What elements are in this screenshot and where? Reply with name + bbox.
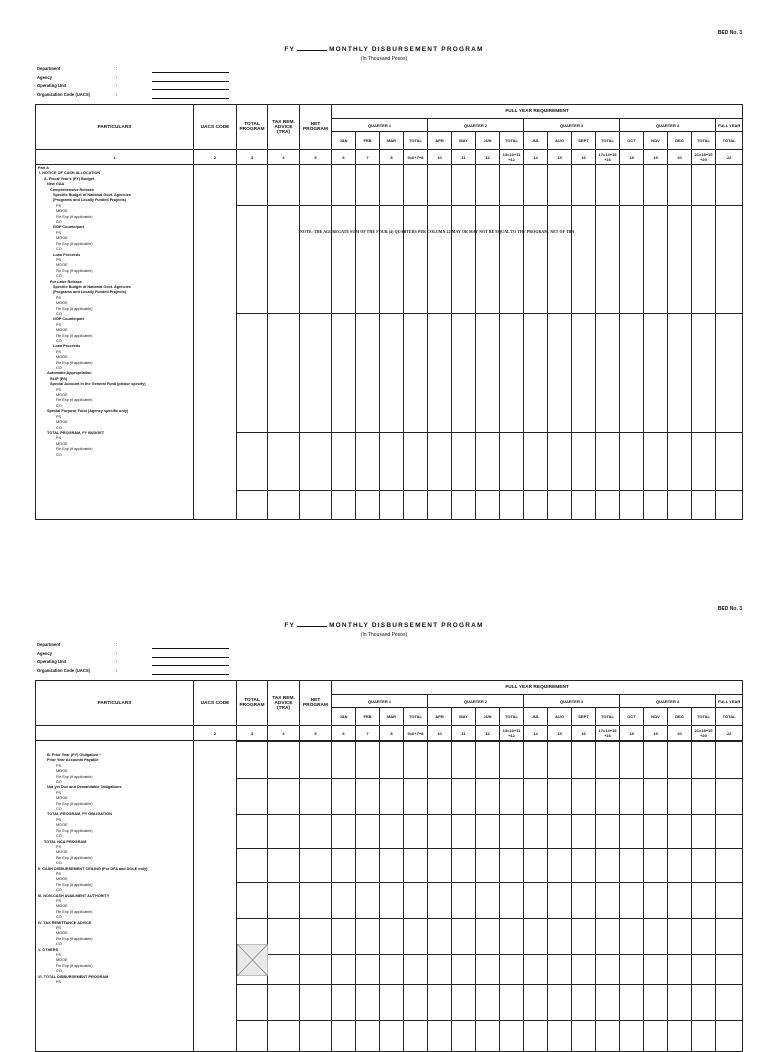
particulars-line: B. Prior Year (PY) Obligation *: [47, 753, 101, 757]
hdr-q1: QUARTER 1: [332, 695, 428, 708]
hdr-month: TOTAL: [404, 132, 428, 150]
entry-cell[interactable]: [380, 165, 404, 520]
particulars-line: (Programs and Locally Funded Projects): [53, 198, 126, 203]
entry-cell[interactable]: [644, 165, 668, 520]
particulars-line: PS: [56, 817, 62, 822]
entry-cell[interactable]: [404, 741, 428, 1052]
hdr-q3: QUARTER 3: [524, 119, 620, 132]
particulars-line: RLIP (PS): [50, 376, 68, 381]
particulars-line: CO: [56, 403, 62, 408]
section-divider: [237, 778, 742, 779]
operating-unit-field[interactable]: [152, 659, 229, 666]
entry-cell[interactable]: [237, 741, 268, 1052]
column-number: 2: [194, 726, 237, 741]
hdr-month: MAY: [452, 708, 476, 726]
hdr-month: TOTAL: [692, 708, 716, 726]
disbursement-table-2: [35, 680, 743, 1052]
hdr-month: JUL: [524, 708, 548, 726]
column-number: 15: [548, 726, 572, 741]
hdr-month: NOV: [644, 132, 668, 150]
particulars-line: Fin Exp (if applicable): [56, 268, 93, 273]
entry-cell[interactable]: [476, 741, 500, 1052]
particulars-line: CO: [56, 247, 62, 252]
particulars-line: A. Fiscal Year's (FY) Budget: [44, 176, 95, 181]
section-divider: [237, 490, 742, 491]
form-title: FY MONTHLY DISBURSEMENT PROGRAM: [284, 46, 484, 53]
particulars-line: New GAA: [47, 182, 65, 187]
particulars-cell: [36, 165, 194, 520]
particulars-line: Fin Exp (if applicable): [56, 882, 93, 887]
particulars-line: Automatic Appropriation: [47, 371, 92, 376]
particulars-line: Fin Exp (if applicable): [56, 801, 93, 806]
form-title: FY MONTHLY DISBURSEMENT PROGRAM: [284, 622, 484, 629]
column-number: 2: [194, 150, 237, 165]
column-number: 19: [644, 726, 668, 741]
particulars-line: Loan Proceeds: [53, 252, 81, 257]
particulars-line: MOOE: [56, 823, 68, 828]
disbursement-table-1: [35, 104, 743, 520]
particulars-line: Fin Exp (if applicable): [56, 306, 93, 311]
hdr-particulars: PARTICULARS: [36, 681, 194, 726]
department-field[interactable]: [152, 642, 229, 649]
table-body-row: [36, 165, 743, 520]
entry-cell[interactable]: [194, 741, 237, 1052]
particulars-line: Not yet Due and Demandable Obligations: [47, 785, 122, 790]
agency-field[interactable]: [152, 651, 229, 658]
entry-cell[interactable]: [716, 741, 743, 1052]
hdr-month: DEC: [668, 708, 692, 726]
particulars-line: Fin Exp (if applicable): [56, 855, 93, 860]
particulars-line: CO: [56, 942, 62, 947]
particulars-line: PS: [56, 763, 62, 768]
particulars-line: CO: [56, 915, 62, 920]
hdr-month: TOTAL: [716, 132, 743, 150]
particulars-line: For Later Release: [50, 279, 82, 284]
hdr-month: SEPT: [572, 708, 596, 726]
particulars-line: CO: [56, 834, 62, 839]
hdr-month: JUN: [476, 708, 500, 726]
entry-cell[interactable]: [332, 165, 356, 520]
hdr-month: TOTAL: [500, 132, 524, 150]
column-number: 13=10+11 +12: [500, 726, 524, 741]
column-number: 13=10+11 +12: [500, 150, 524, 165]
particulars-line: CO: [56, 969, 62, 974]
section-divider: [237, 313, 742, 314]
particulars-line: CO: [56, 452, 62, 457]
info-fields: Department : Agency : Operating Unit : Organization Code (UACS) :: [37, 642, 229, 676]
column-number: 17=14+15 +16: [596, 150, 620, 165]
particulars-line: Comprehensive Release: [50, 187, 94, 192]
particulars-line: PS: [56, 230, 62, 235]
particulars-line: MOOE: [56, 958, 68, 963]
particulars-line: Special Purpose Fund (Agency specific only): [47, 409, 129, 414]
particulars-line: PS: [56, 414, 62, 419]
particulars-line: MOOE: [56, 796, 68, 801]
section-divider: [237, 984, 742, 985]
hdr-net-program: NET PROGRAM: [300, 105, 332, 150]
particulars-line: CO: [56, 366, 62, 371]
particulars-line: MOOE: [56, 877, 68, 882]
column-number: 11: [452, 726, 476, 741]
entry-cell[interactable]: [500, 741, 524, 1052]
org-code-field[interactable]: [152, 92, 229, 99]
column-number: 14: [524, 726, 548, 741]
column-number: 22: [716, 726, 743, 741]
particulars-line: Part A: [38, 166, 50, 170]
hdr-uacs: UACS CODE: [194, 681, 237, 726]
column-number: 20: [668, 726, 692, 741]
hdr-month: TOTAL: [596, 708, 620, 726]
particulars-line: MOOE: [56, 769, 68, 774]
entry-cell[interactable]: [692, 165, 716, 520]
section-divider: [237, 741, 742, 742]
hdr-month: TOTAL: [692, 132, 716, 150]
particulars-line: PS: [56, 871, 62, 876]
particulars-line: Fin Exp (if applicable): [56, 963, 93, 968]
hdr-month: APR: [428, 708, 452, 726]
form-subtitle: (In Thousand Pesos): [360, 56, 408, 62]
particulars-line: Fin Exp (if applicable): [56, 241, 93, 246]
column-number: 8: [380, 150, 404, 165]
hdr-q4: QUARTER 4: [620, 119, 716, 132]
column-number: 10: [428, 726, 452, 741]
particulars-line: Prior Year Accounts Payable: [47, 758, 99, 763]
hdr-full-year: FULL YEAR: [716, 119, 743, 132]
entry-cell[interactable]: [548, 165, 572, 520]
column-number: 3: [237, 726, 268, 741]
particulars-line: (Programs and Locally Funded Projects): [53, 290, 126, 295]
entry-cell[interactable]: [428, 741, 452, 1052]
column-number-row: [36, 150, 743, 165]
particulars-line: CO: [56, 425, 62, 430]
column-number: 8: [380, 726, 404, 741]
entry-cell[interactable]: [194, 165, 237, 520]
hdr-q1: QUARTER 1: [332, 119, 428, 132]
particulars-line: CO: [56, 780, 62, 785]
hdr-q3: QUARTER 3: [524, 695, 620, 708]
hdr-total-program: TOTAL PROGRAM: [237, 681, 268, 726]
hdr-particulars: PARTICULARS: [36, 105, 194, 150]
hdr-q2: QUARTER 2: [428, 119, 524, 132]
particulars-line: PS: [56, 349, 62, 354]
particulars-line: MOOE: [56, 850, 68, 855]
particulars-line: MOOE: [56, 441, 68, 446]
hdr-uacs: UACS CODE: [194, 105, 237, 150]
entry-cell[interactable]: [548, 741, 572, 1052]
particulars-line: Fin Exp (if applicable): [56, 398, 93, 403]
entry-cell[interactable]: [500, 165, 524, 520]
entry-cell[interactable]: [332, 741, 356, 1052]
hdr-month: FEB: [356, 708, 380, 726]
particulars-line: MOOE: [56, 420, 68, 425]
entry-cell[interactable]: [572, 741, 596, 1052]
column-number: 17=14+15 +16: [596, 726, 620, 741]
entry-cell[interactable]: [524, 165, 548, 520]
hdr-month: JUL: [524, 132, 548, 150]
particulars-line: Special Account in the General Fund (please specify): [50, 382, 146, 387]
particulars-line: PS: [56, 257, 62, 262]
particulars-line: MOOE: [56, 301, 68, 306]
particulars-line: CO: [56, 888, 62, 893]
particulars-line: CO: [56, 339, 62, 343]
particulars-line: TOTAL PROGRAM, FY BUDGET: [47, 430, 105, 435]
column-number: 15: [548, 150, 572, 165]
hdr-tax-rem: TAX REM. ADVICE (TRA): [268, 681, 300, 726]
entry-cell[interactable]: [452, 165, 476, 520]
hdr-month: MAY: [452, 132, 476, 150]
info-fields: Department : Agency : Operating Unit : Organization Code (UACS) :: [37, 66, 229, 100]
column-number: 12: [476, 150, 500, 165]
crossed-out-cell: [237, 944, 268, 976]
hdr-month: JUN: [476, 132, 500, 150]
column-number: 20: [668, 150, 692, 165]
entry-cell[interactable]: [596, 165, 620, 520]
column-number: 21=18+19 +20: [692, 726, 716, 741]
column-number: 21=18+19 +20: [692, 150, 716, 165]
column-number: 5: [300, 150, 332, 165]
particulars-line: Fin Exp (if applicable): [56, 936, 93, 941]
hdr-month: FEB: [356, 132, 380, 150]
entry-cell[interactable]: [524, 741, 548, 1052]
entry-cell[interactable]: [692, 741, 716, 1052]
section-divider: [237, 814, 742, 815]
column-number: 7: [356, 726, 380, 741]
entry-cell[interactable]: [428, 165, 452, 520]
column-number: 4: [268, 726, 300, 741]
particulars-line: Specific Budget of National Govt. Agencies: [53, 284, 131, 289]
entry-cell[interactable]: [620, 165, 644, 520]
column-number: [36, 726, 194, 741]
hdr-full-year-req: FULL YEAR REQUIREMENT: [332, 105, 743, 119]
particulars-line: MOOE: [56, 931, 68, 936]
column-number: 19: [644, 150, 668, 165]
section-divider: [237, 848, 742, 849]
particulars-line: CO: [56, 311, 62, 316]
particulars-line: CO: [56, 274, 62, 279]
entry-cell[interactable]: [716, 165, 743, 520]
hdr-tax-rem: TAX REM. ADVICE (TRA): [268, 105, 300, 150]
hdr-month: JAN: [332, 132, 356, 150]
section-divider: [237, 432, 742, 433]
particulars-line: GOP Counterpart: [53, 317, 85, 322]
particulars-line: MOOE: [56, 263, 68, 268]
particulars-line: Fin Exp (if applicable): [56, 909, 93, 914]
hdr-month: TOTAL: [596, 132, 620, 150]
particulars-line: III. NON-CASH AVAILMENT AUTHORITY: [38, 893, 110, 898]
entry-cell[interactable]: [356, 165, 380, 520]
particulars-line: PS: [56, 436, 62, 441]
particulars-line: Fin Exp (if applicable): [56, 774, 93, 779]
column-number-row: [36, 726, 743, 741]
hdr-month: OCT: [620, 132, 644, 150]
column-number: 5: [300, 726, 332, 741]
particulars-line: TOTAL NCA PROGRAM: [44, 839, 87, 844]
entry-cell[interactable]: [668, 741, 692, 1052]
hdr-month: TOTAL: [404, 708, 428, 726]
particulars-line: PS: [56, 790, 62, 795]
section-divider: [237, 1020, 742, 1021]
hdr-q2: QUARTER 2: [428, 695, 524, 708]
column-number: 7: [356, 150, 380, 165]
hdr-month: JAN: [332, 708, 356, 726]
particulars-line: MOOE: [56, 355, 68, 360]
column-number: 11: [452, 150, 476, 165]
particulars-line: MOOE: [56, 328, 68, 333]
particulars-line: Fin Exp (if applicable): [56, 828, 93, 833]
column-number: 10: [428, 150, 452, 165]
particulars-line: PS: [56, 322, 62, 327]
particulars-line: PS: [56, 844, 62, 849]
column-number: 16: [572, 150, 596, 165]
form-number: BED No. 3: [717, 606, 742, 612]
particulars-line: TOTAL PROGRAM, PY OBLIGATION: [47, 812, 112, 817]
hdr-month: TOTAL: [500, 708, 524, 726]
hdr-month: OCT: [620, 708, 644, 726]
particulars-line: Fin Exp (if applicable): [56, 214, 93, 219]
column-number: 9=6+7+8: [404, 726, 428, 741]
hdr-month: DEC: [668, 132, 692, 150]
entry-cell[interactable]: [476, 165, 500, 520]
entry-cell[interactable]: [356, 741, 380, 1052]
particulars-line: II. CASH DISBURSEMENT CEILING (For DFA and DOLE only): [38, 866, 148, 871]
form-page-2: [0, 576, 768, 1024]
particulars-line: PS: [56, 953, 62, 958]
particulars-line: VI. TOTAL DISBURSEMENT PROGRAM: [38, 974, 109, 979]
agency-field[interactable]: [152, 75, 229, 82]
hdr-total-program: TOTAL PROGRAM: [237, 105, 268, 150]
particulars-line: PS: [56, 387, 62, 392]
entry-cell[interactable]: [572, 165, 596, 520]
column-number: 3: [237, 150, 268, 165]
entry-cell[interactable]: [268, 165, 300, 520]
hdr-month: APR: [428, 132, 452, 150]
particulars-cell: [36, 741, 194, 1052]
hdr-month: MAR: [380, 132, 404, 150]
particulars-line: CO: [56, 220, 62, 225]
column-number: 12: [476, 726, 500, 741]
entry-cell[interactable]: [596, 741, 620, 1052]
operating-unit-field[interactable]: [152, 83, 229, 90]
particulars-line: PS: [56, 898, 62, 903]
org-code-field[interactable]: [152, 668, 229, 675]
form-number: BED No. 3: [717, 30, 742, 36]
particulars-line: PS: [56, 980, 62, 985]
particulars-line: MOOE: [56, 236, 68, 241]
particulars-line: MOOE: [56, 904, 68, 909]
hdr-month: AUG: [548, 708, 572, 726]
table-body-row: [36, 741, 743, 1052]
hdr-month: AUG: [548, 132, 572, 150]
particulars-line: PS: [56, 926, 62, 930]
table-note: NOTE: THE AGGREGATE SUM OF THE FOUR (4) QUARTERS PER COLUMN 22 MAY OR MAY NOT BE EQUAL TO THE PROGRAM, NET OF TRA: [300, 230, 575, 234]
particulars-line: Fin Exp (if applicable): [56, 360, 93, 365]
entry-cell[interactable]: [300, 165, 332, 520]
particulars-line: Fin Exp (if applicable): [56, 447, 93, 452]
entry-cell[interactable]: [237, 165, 268, 520]
particulars-line: CO: [56, 807, 62, 812]
particulars-line: I. NOTICE OF CASH ALLOCATION: [39, 171, 101, 176]
particulars-line: V. OTHERS: [38, 947, 59, 952]
particulars-line: MOOE: [56, 393, 68, 398]
hdr-q4: QUARTER 4: [620, 695, 716, 708]
hdr-month: MAR: [380, 708, 404, 726]
entry-cell[interactable]: [644, 741, 668, 1052]
particulars-line: Specific Budget of National Govt. Agencies: [53, 193, 131, 198]
section-divider: [237, 882, 742, 883]
column-number: 16: [572, 726, 596, 741]
hdr-full-year: FULL YEAR: [716, 695, 743, 708]
column-number: 9=6+7+8: [404, 150, 428, 165]
column-number: 6: [332, 726, 356, 741]
hdr-month: NOV: [644, 708, 668, 726]
hdr-full-year-req: FULL YEAR REQUIREMENT: [332, 681, 743, 695]
entry-cell[interactable]: [380, 741, 404, 1052]
department-field[interactable]: [152, 66, 229, 73]
hdr-month: SEPT: [572, 132, 596, 150]
entry-cell[interactable]: [452, 741, 476, 1052]
particulars-line: Loan Proceeds: [53, 344, 81, 349]
section-divider: [237, 918, 742, 919]
particulars-line: PS: [56, 295, 62, 300]
column-number: 4: [268, 150, 300, 165]
column-number: 18: [620, 726, 644, 741]
hdr-net-program: NET PROGRAM: [300, 681, 332, 726]
column-number: 22: [716, 150, 743, 165]
entry-cell[interactable]: [620, 741, 644, 1052]
hdr-month: TOTAL: [716, 708, 743, 726]
section-divider: [237, 205, 742, 206]
entry-cell[interactable]: [668, 165, 692, 520]
entry-cell[interactable]: [404, 165, 428, 520]
particulars-line: Fin Exp (if applicable): [56, 333, 93, 338]
entry-cell[interactable]: [268, 741, 300, 1052]
form-subtitle: (In Thousand Pesos): [360, 632, 408, 638]
section-divider: [237, 954, 742, 955]
column-number: 14: [524, 150, 548, 165]
entry-cell[interactable]: [300, 741, 332, 1052]
particulars-line: MOOE: [56, 209, 68, 214]
column-number: 1: [36, 150, 194, 165]
particulars-line: PS: [56, 203, 62, 208]
column-number: 18: [620, 150, 644, 165]
particulars-line: CO: [56, 861, 62, 866]
particulars-line: GOP Counterpart: [53, 225, 85, 230]
particulars-line: IV. TAX REMITTANCE ADVICE: [38, 920, 92, 925]
column-number: 6: [332, 150, 356, 165]
